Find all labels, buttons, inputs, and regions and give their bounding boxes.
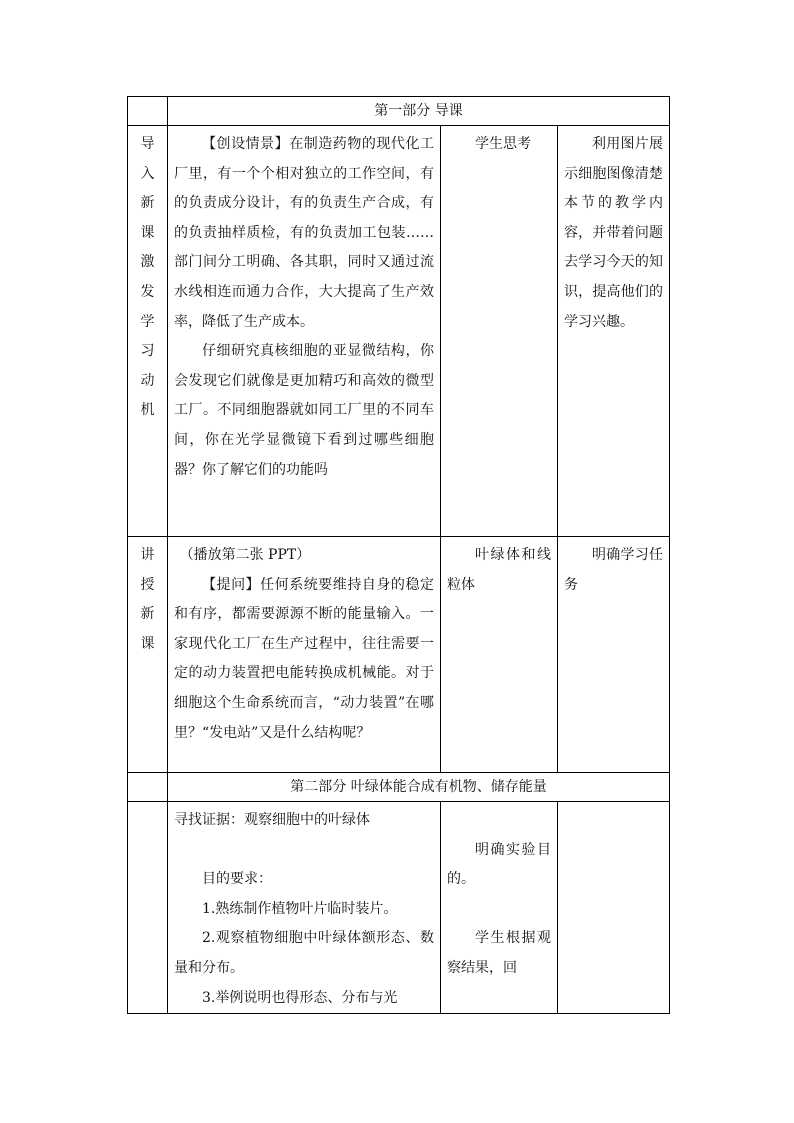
part2-header-row [128,773,670,802]
lecture-label [128,537,168,773]
purpose-text: 利用图片展示细胞图像清楚本节的教学内容，并带着问题去学习今天的知识，提高他们的学习兴趣。 [564,136,664,330]
part1-header-row [128,97,670,126]
label-char: 导 [140,136,155,152]
experiment-student-activity [441,802,558,1014]
empty-cell [128,97,168,126]
experiment-content [168,802,441,1014]
purpose-text: 明确学习任务 [564,547,664,593]
intro-label [128,126,168,537]
label-char: 发 [140,283,155,300]
intro-content [168,126,441,537]
lecture-student-activity [441,537,558,773]
lecture-row [128,537,670,773]
empty-cell [128,773,168,802]
paragraph: 1.熟练制作植物叶片临时装片。 [202,900,398,917]
paragraph: 仔细研究真核细胞的亚显微结构，你会发现它们就像是更加精巧和高效的微型工厂。不同细胞器就如同工厂里的不同车间，你在光学显微镜下看到过哪些细胞器？你了解它们的功能吗 [174,343,434,478]
label-char: 课 [140,224,155,241]
empty-cell [558,802,670,1014]
lecture-design-purpose [558,537,670,773]
label-char: 入 [140,165,155,182]
intro-row [128,126,670,537]
lecture-content [168,537,441,773]
label-char: 动 [140,372,155,389]
student-text: 叶绿体和线粒体 [447,547,551,593]
student-text: 学生根据观察结果，回 [447,930,551,976]
experiment-row [128,802,670,1014]
paragraph: 【创设情景】在制造药物的现代化工厂里，有一个个相对独立的工作空间，有的负责成分设计，有的负责生产合成，有的负责抽样质检，有的负责加工包装……部门间分工明确、各其职，同时又通过流水线相连而通力合作，大大提高了生产效率，降低了生产成本。 [174,136,434,330]
paragraph: 寻找证据：观察细胞中的叶绿体 [174,812,370,828]
paragraph: （播放第二张 PPT） [179,547,311,563]
intro-design-purpose [558,126,670,537]
lesson-plan-table [127,96,670,1014]
label-char: 学 [140,313,155,330]
empty-cell [128,802,168,1014]
paragraph: 3.举例说明也得形态、分布与光 [202,989,398,1006]
label-char: 授 [140,576,155,593]
part1-title: 第一部分 导课 [168,97,670,126]
student-text: 学生思考 [475,136,531,152]
label-char: 新 [140,606,155,623]
label-char: 课 [140,635,155,652]
intro-student-activity [441,126,558,537]
student-text: 明确实验目的。 [447,841,551,888]
paragraph: 【提问】任何系统要维持自身的稳定和有序，都需要源源不断的能量输入。一家现代化工厂在生产过程中，往往需要一定的动力装置把电能转换成机械能。对于细胞这个生命系统而言，“动力装置”在哪里？“发电站”又是什么结构呢？ [174,576,434,741]
label-char: 机 [140,402,155,419]
paragraph: 目的要求： [202,871,272,888]
label-char: 新 [140,195,155,212]
label-char: 激 [140,254,155,271]
paragraph: 2.观察植物细胞中叶绿体额形态、数量和分布。 [174,930,434,976]
label-char: 讲 [140,547,155,563]
label-char: 习 [140,343,155,360]
part2-title: 第二部分 叶绿体能合成有机物、储存能量 [168,773,670,802]
